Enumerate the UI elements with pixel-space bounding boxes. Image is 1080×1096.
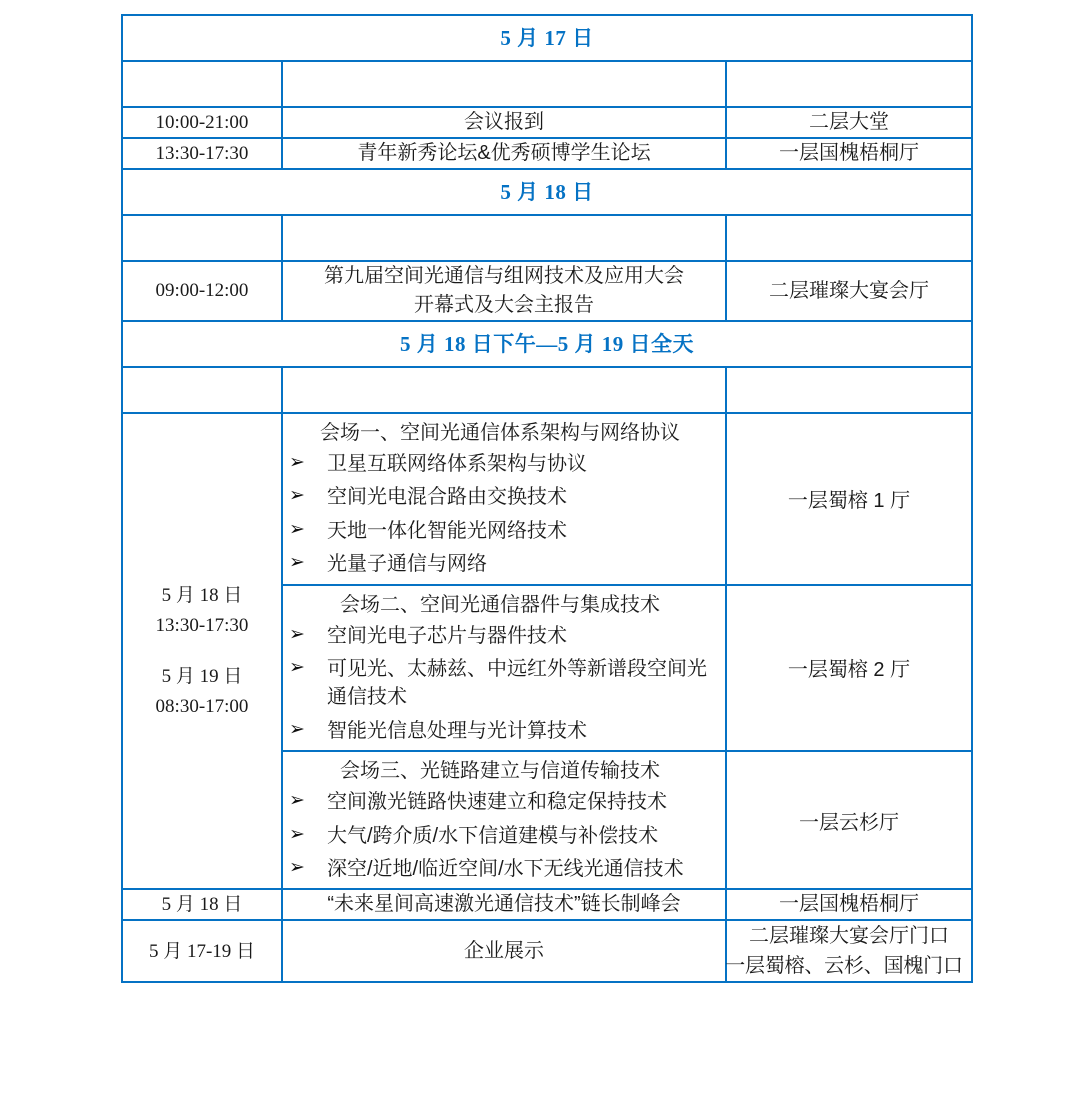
- arrow-bullet-icon: ➢: [289, 855, 305, 878]
- section-banner-row: [122, 169, 972, 215]
- cell-place: 二层大堂: [726, 107, 972, 138]
- section-banner-may18: 5 月 18 日: [122, 169, 972, 215]
- topic-label: 深空/近地/临近空间/水下无线光通信技术: [327, 857, 684, 880]
- topic-label: 空间激光链路快速建立和稳定保持技术: [327, 791, 667, 814]
- arrow-bullet-icon: ➢: [289, 822, 305, 845]
- conference-schedule-table: [121, 14, 973, 983]
- list-item: [283, 517, 725, 545]
- topic-label: 空间光电子芯片与器件技术: [327, 624, 567, 647]
- place-line1: 二层璀璨大宴会厅门口: [749, 925, 949, 948]
- list-item: [283, 450, 725, 478]
- list-item: [283, 550, 725, 578]
- cell-date-range: [122, 413, 282, 889]
- topic-label: 大气/跨介质/水下信道建模与补偿技术: [327, 824, 659, 847]
- column-header-content: 内容: [282, 61, 726, 107]
- cell-time: 13:30-17:30: [122, 138, 282, 169]
- cell-content: 青年新秀论坛&优秀硕博学生论坛: [282, 138, 726, 169]
- table-row: [122, 138, 972, 169]
- arrow-bullet-icon: ➢: [289, 551, 305, 574]
- session-block-2: [282, 585, 726, 752]
- table-row: [122, 107, 972, 138]
- cell-content-line2: 开幕式及大会主报告: [414, 294, 594, 316]
- session-topic-list: [283, 788, 725, 883]
- place-line2: 一层蜀榕、云杉、国槐门口: [725, 955, 963, 978]
- cell-place: [726, 920, 972, 982]
- cell-date: 5 月 17-19 日: [122, 920, 282, 982]
- session-topic-list: [283, 622, 725, 746]
- arrow-bullet-icon: ➢: [289, 717, 305, 740]
- column-header-row: [122, 61, 972, 107]
- date-range-spacer: [123, 640, 281, 662]
- session-block-1: [282, 413, 726, 585]
- column-header-content: 内容: [282, 215, 726, 261]
- column-header-date: 日期: [122, 367, 282, 413]
- cell-content: [282, 261, 726, 321]
- cell-content: 会议报到: [282, 107, 726, 138]
- list-item: [283, 822, 725, 850]
- column-header-place: 地点: [726, 215, 972, 261]
- cell-time: 09:00-12:00: [122, 261, 282, 321]
- topic-label: 天地一体化智能光网络技术: [327, 519, 567, 542]
- table-row: [122, 261, 972, 321]
- arrow-bullet-icon: ➢: [289, 484, 305, 507]
- cell-date: 5 月 18 日: [122, 889, 282, 920]
- date-range-line4: 08:30-17:00: [155, 695, 249, 717]
- column-header-content: 内容: [282, 367, 726, 413]
- cell-content-line1: 第九届空间光通信与组网技术及应用大会: [324, 265, 684, 287]
- date-range-line2: 13:30-17:30: [155, 614, 249, 636]
- arrow-bullet-icon: ➢: [289, 789, 305, 812]
- session-title: 会场二、空间光通信器件与集成技术: [340, 593, 660, 616]
- cell-place: 一层国槐梧桐厅: [726, 138, 972, 169]
- date-range-line1: 5 月 18 日: [161, 585, 243, 607]
- cell-place: 一层蜀榕 1 厅: [726, 413, 972, 585]
- section-banner-may18-19: 5 月 18 日下午—5 月 19 日全天: [122, 321, 972, 367]
- column-header-place: 地点: [726, 61, 972, 107]
- list-item: [283, 622, 725, 650]
- section-banner-row: [122, 15, 972, 61]
- cell-place: 二层璀璨大宴会厅: [726, 261, 972, 321]
- cell-place: 一层国槐梧桐厅: [726, 889, 972, 920]
- topic-label: 光量子通信与网络: [327, 553, 487, 576]
- arrow-bullet-icon: ➢: [289, 622, 305, 645]
- list-item: [283, 483, 725, 511]
- topic-label: 可见光、太赫兹、中远红外等新谱段空间光通信技术: [327, 657, 707, 709]
- session-title: 会场三、光链路建立与信道传输技术: [340, 760, 660, 783]
- topic-label: 智能光信息处理与光计算技术: [327, 719, 587, 742]
- date-range-line3: 5 月 19 日: [161, 666, 243, 688]
- table-row: [122, 920, 972, 982]
- column-header-place: 地点: [726, 367, 972, 413]
- arrow-bullet-icon: ➢: [289, 655, 305, 678]
- arrow-bullet-icon: ➢: [289, 451, 305, 473]
- table-row: [122, 889, 972, 920]
- list-item: [283, 855, 725, 883]
- column-header-time: 时间: [122, 61, 282, 107]
- topic-label: 空间光电混合路由交换技术: [327, 486, 567, 509]
- session-block-3: [282, 751, 726, 889]
- table-row-session: [122, 413, 972, 585]
- section-banner-may17: 5 月 17 日: [122, 15, 972, 61]
- column-header-time: 时间: [122, 215, 282, 261]
- cell-time: 10:00-21:00: [122, 107, 282, 138]
- cell-content: “未来星间高速激光通信技术”链长制峰会: [282, 889, 726, 920]
- cell-place: 一层蜀榕 2 厅: [726, 585, 972, 752]
- cell-content: 企业展示: [282, 920, 726, 982]
- schedule-table-wrapper: [121, 14, 971, 983]
- column-header-row: [122, 215, 972, 261]
- list-item: [283, 717, 725, 745]
- list-item: [283, 655, 725, 712]
- session-topic-list: [283, 450, 725, 579]
- list-item: [283, 788, 725, 816]
- arrow-bullet-icon: ➢: [289, 517, 305, 540]
- session-title: 会场一、空间光通信体系架构与网络协议: [320, 422, 680, 444]
- topic-label: 卫星互联网络体系架构与协议: [327, 453, 587, 475]
- column-header-row: [122, 367, 972, 413]
- cell-place: 一层云杉厅: [726, 751, 972, 889]
- section-banner-row: [122, 321, 972, 367]
